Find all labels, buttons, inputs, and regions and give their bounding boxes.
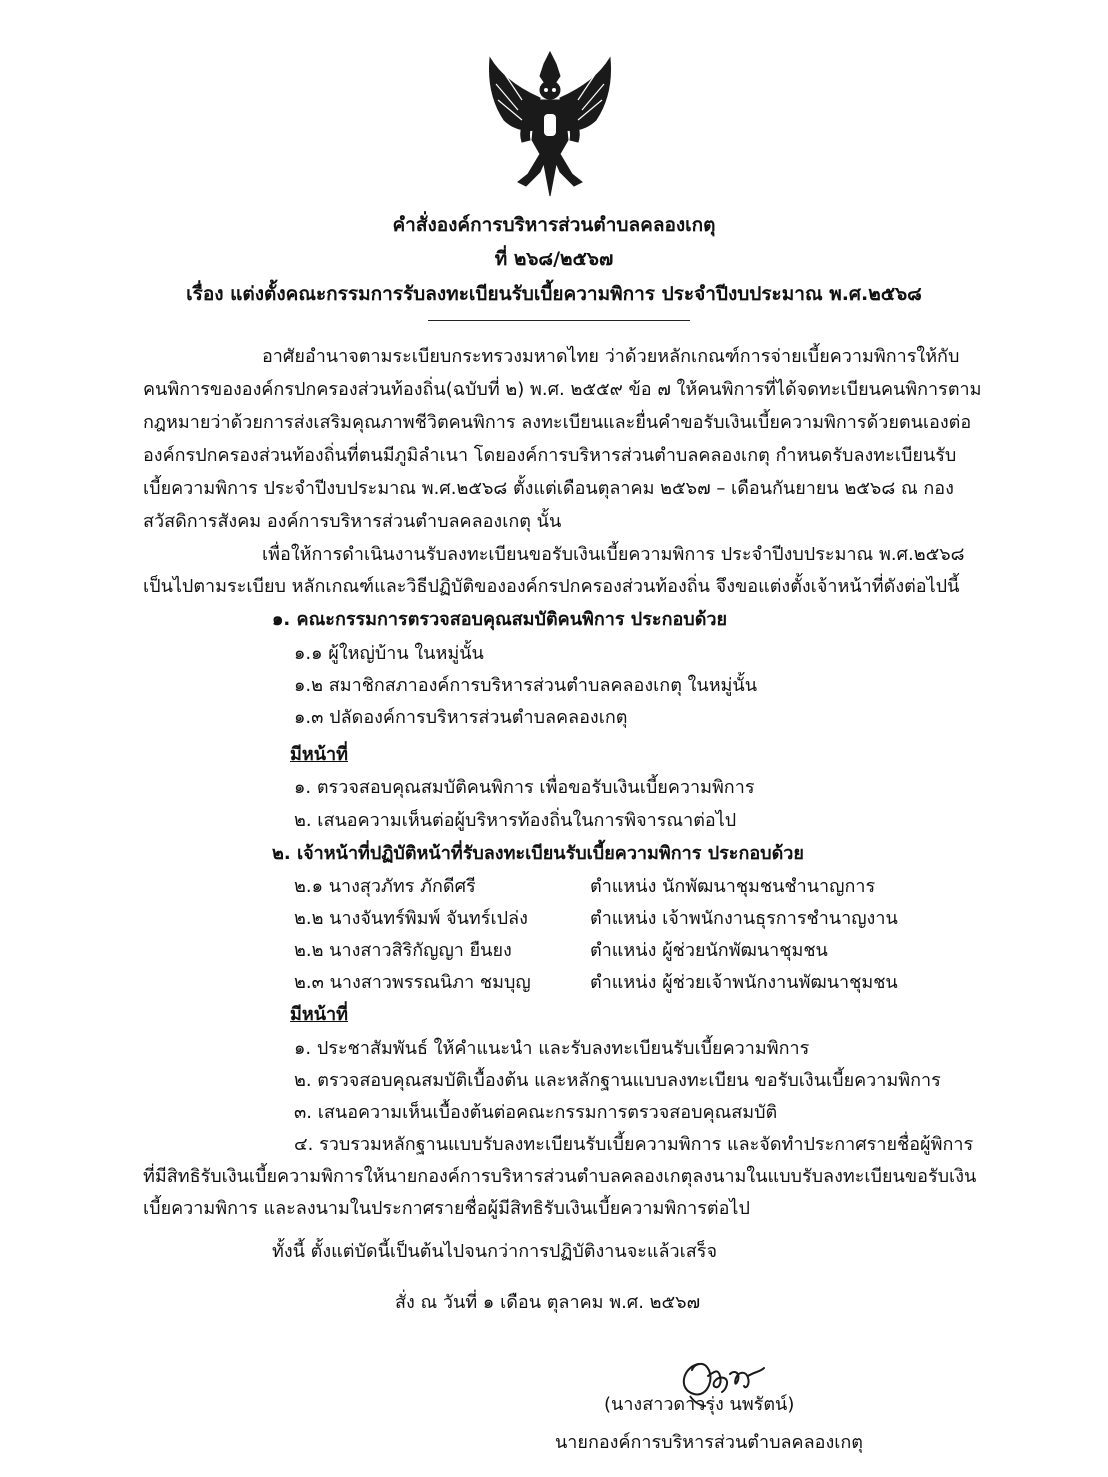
staff-name: ๒.๑ นางสุวภัทร ภักดีศรี (294, 876, 476, 897)
signer-name: (นางสาวดาวรุ่ง นพรัตน์) (604, 1394, 795, 1415)
section1-heading: ๑. คณะกรรมการตรวจสอบคุณสมบัติคนพิการ ประกอบด้วย (272, 609, 728, 630)
section2-duty: ๑. ประชาสัมพันธ์ ให้คำแนะนำ และรับลงทะเบียนรับเบี้ยความพิการ (294, 1038, 810, 1059)
paragraph-line: สวัสดิการสังคม องค์การบริหารส่วนตำบลคลองเกตุ นั้น (143, 511, 562, 532)
section2-duty: ๓. เสนอความเห็นเบื้องต้นต่อคณะกรรมการตรวจสอบคุณสมบัติ (294, 1102, 778, 1123)
staff-position: ตำแหน่ง เจ้าพนักงานธุรการชำนาญงาน (590, 908, 898, 929)
paragraph-line: กฎหมายว่าด้วยการส่งเสริมคุณภาพชีวิตคนพิการ ลงทะเบียนและยื่นคำขอรับเงินเบี้ยความพิการด้วยตนเองต่อ (143, 412, 972, 433)
section1-duties-label: มีหน้าที่ (290, 744, 349, 765)
paragraph-line: เบี้ยความพิการ ประจำปีงบประมาณ พ.ศ.๒๕๖๘ ตั้งแต่เดือนตุลาคม ๒๕๖๗ – เดือนกันยายน ๒๕๖๘ ณ กอง (143, 478, 954, 499)
signer-title: นายกองค์การบริหารส่วนตำบลคลองเกตุ (555, 1432, 863, 1453)
effective-clause: ทั้งนี้ ตั้งแต่บัดนี้เป็นต้นไปจนกว่าการปฏิบัติงานจะแล้วเสร็จ (272, 1241, 717, 1262)
order-title: คำสั่งองค์การบริหารส่วนตำบลคลองเกตุ (392, 214, 716, 236)
garuda-emblem-icon (482, 50, 618, 200)
paragraph-line: องค์กรปกครองส่วนท้องถิ่นที่ตนมีภูมิลำเนา โดยองค์การบริหารส่วนตำบลคลองเกตุ กำหนดรับลงทะเบียนรับ (143, 445, 957, 466)
staff-name: ๒.๒ นางจันทร์พิมพ์ จันทร์เปล่ง (294, 908, 528, 929)
section2-duty: ๔. รวบรวมหลักฐานแบบรับลงทะเบียนรับเบี้ยความพิการ และจัดทำประกาศรายชื่อผู้พิการ (294, 1134, 974, 1155)
section1-member: ๑.๑ ผู้ใหญ่บ้าน ในหมู่นั้น (294, 643, 484, 664)
staff-position: ตำแหน่ง ผู้ช่วยนักพัฒนาชุมชน (590, 940, 828, 961)
paragraph-line: คนพิการขององค์กรปกครองส่วนท้องถิ่น(ฉบับที่ ๒) พ.ศ. ๒๕๕๙ ข้อ ๗ ให้คนพิการที่ได้จดทะเบียนคนพิการตาม (143, 379, 982, 400)
staff-position: ตำแหน่ง นักพัฒนาชุมชนชำนาญการ (590, 876, 876, 897)
order-number: ที่ ๒๖๘/๒๕๖๗ (494, 248, 614, 270)
staff-name: ๒.๓ นางสาวพรรณนิภา ชมบุญ (294, 972, 531, 993)
staff-position: ตำแหน่ง ผู้ช่วยเจ้าพนักงานพัฒนาชุมชน (590, 972, 898, 993)
order-date: สั่ง ณ วันที่ ๑ เดือน ตุลาคม พ.ศ. ๒๕๖๗ (395, 1292, 701, 1313)
paragraph-line: อาศัยอำนาจตามระเบียบกระทรวงมหาดไทย ว่าด้วยหลักเกณฑ์การจ่ายเบี้ยความพิการให้กับ (262, 346, 960, 367)
section2-duty: ๒. ตรวจสอบคุณสมบัติเบื้องต้น และหลักฐานแบบลงทะเบียน ขอรับเงินเบี้ยความพิการ (294, 1070, 941, 1091)
section1-member: ๑.๓ ปลัดองค์การบริหารส่วนตำบลคลองเกตุ (294, 707, 628, 728)
title-divider (428, 320, 690, 321)
order-subject: เรื่อง แต่งตั้งคณะกรรมการรับลงทะเบียนรับเบี้ยความพิการ ประจำปีงบประมาณ พ.ศ.๒๕๖๘ (186, 283, 922, 305)
section2-duty-continued: ที่มีสิทธิรับเงินเบี้ยความพิการให้นายกองค์การบริหารส่วนตำบลคลองเกตุลงนามในแบบรับลงทะเบียนขอรับเงิน (143, 1166, 977, 1187)
section2-heading: ๒. เจ้าหน้าที่ปฏิบัติหน้าที่รับลงทะเบียนรับเบี้ยความพิการ ประกอบด้วย (272, 843, 804, 864)
section1-member: ๑.๒ สมาชิกสภาองค์การบริหารส่วนตำบลคลองเกตุ ในหมู่นั้น (294, 675, 758, 696)
section1-duty: ๒. เสนอความเห็นต่อผู้บริหารท้องถิ่นในการพิจารณาต่อไป (294, 810, 737, 831)
staff-name: ๒.๒ นางสาวสิริกัญญา ยืนยง (294, 940, 512, 961)
paragraph-line: เพื่อให้การดำเนินงานรับลงทะเบียนขอรับเงินเบี้ยความพิการ ประจำปีงบประมาณ พ.ศ.๒๕๖๘ (262, 544, 965, 565)
section1-duty: ๑. ตรวจสอบคุณสมบัติคนพิการ เพื่อขอรับเงินเบี้ยความพิการ (294, 777, 755, 798)
section2-duties-label: มีหน้าที่ (290, 1004, 349, 1025)
section2-duty-continued: เบี้ยความพิการ และลงนามในประกาศรายชื่อผู้มีสิทธิรับเงินเบี้ยความพิการต่อไป (143, 1198, 750, 1219)
paragraph-line: เป็นไปตามระเบียบ หลักเกณฑ์และวิธีปฏิบัติขององค์กรปกครองส่วนท้องถิ่น จึงขอแต่งตั้งเจ้าหน้าที่ดังต่อไปนี้ (143, 576, 960, 597)
